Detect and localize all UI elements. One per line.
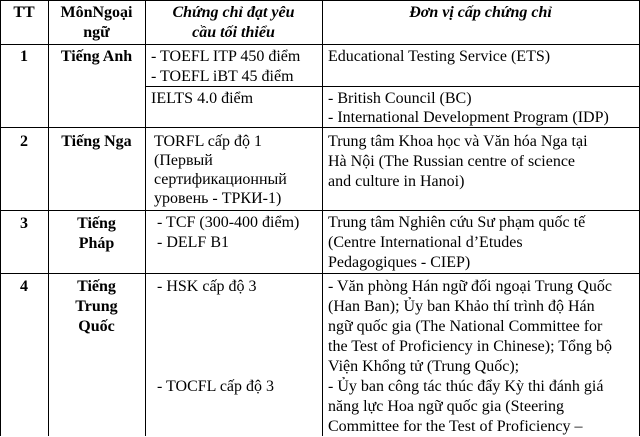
issuer-line: Committee for the Test of Proficiency – xyxy=(328,418,583,435)
cert-line: - TCF (300-400 điểm) xyxy=(157,214,300,231)
cert-line: - TOCFL cấp độ 3 xyxy=(157,378,275,395)
row-subject-line-2: Pháp xyxy=(78,235,115,252)
cert-line: TORFL cấp độ 1 xyxy=(154,133,262,150)
grid-line xyxy=(0,0,640,1)
row-number: 1 xyxy=(20,48,28,65)
cert-line: (Первый xyxy=(154,152,213,169)
issuer-line: Trung tâm Khoa học và Văn hóa Nga tại xyxy=(328,133,588,150)
cert-line: - HSK cấp độ 3 xyxy=(157,278,257,295)
issuer-line: - Ủy ban công tác thúc đẩy Kỳ thi đánh giá xyxy=(328,378,604,395)
cert-line: - TOEFL ITP 450 điểm xyxy=(151,48,301,65)
issuer-line: - British Council (BC) xyxy=(328,90,472,107)
cert-line: IELTS 4.0 điểm xyxy=(151,90,254,107)
issuer-line: Trung tâm Nghiên cứu Sư phạm quốc tế xyxy=(328,214,586,231)
grid-line xyxy=(145,0,146,436)
grid-line xyxy=(0,210,640,211)
header-certificate-line-2: cầu tối thiểu xyxy=(192,24,275,41)
header-subject-line-1: MônNgoại xyxy=(60,4,133,21)
issuer-line: ngữ quốc gia (The National Committee for xyxy=(328,318,603,335)
row-subject-line-2: Trung xyxy=(75,298,118,315)
row-number: 3 xyxy=(20,215,28,232)
cert-line: уровень - ТРКИ-1) xyxy=(154,190,282,207)
issuer-line: Hà Nội (The Russian centre of science xyxy=(328,153,576,170)
issuer-line: (Han Ban); Ủy ban Khảo thí trình độ Hán xyxy=(328,298,595,315)
issuer-line: the Test of Proficiency in Chinese); Tổng bộ xyxy=(328,338,613,355)
issuer-line: - Văn phòng Hán ngữ đối ngoại Trung Quốc xyxy=(328,278,612,295)
row-subject-line-1: Tiếng xyxy=(77,215,116,232)
issuer-line: - International Development Program (IDP) xyxy=(328,109,609,126)
grid-line xyxy=(322,0,323,436)
cert-line: - DELF B1 xyxy=(157,234,229,251)
grid-line xyxy=(0,273,640,274)
issuer-line: Pedagogiques - CIEP) xyxy=(328,254,471,271)
row-number: 4 xyxy=(20,278,28,295)
row-number: 2 xyxy=(20,133,28,150)
issuer-line: Viện Khổng tử (Trung Quốc); xyxy=(328,358,520,375)
header-tt: TT xyxy=(13,4,35,21)
grid-line xyxy=(0,44,640,45)
row-subject: Tiếng Anh xyxy=(60,48,133,65)
header-certificate-line-1: Chứng chỉ đạt yêu xyxy=(172,4,295,21)
issuer-line: năng lực Hoa ngữ quốc gia (Steering xyxy=(328,398,564,415)
cert-line: - TOEFL iBT 45 điểm xyxy=(151,68,294,85)
issuer-line: Educational Testing Service (ETS) xyxy=(328,48,551,65)
header-issuer: Đơn vị cấp chứng chỉ xyxy=(409,4,552,21)
row-subject: Tiếng Nga xyxy=(61,133,132,150)
issuer-line: and culture in Hanoi) xyxy=(328,173,465,190)
row-subject-line-1: Tiếng xyxy=(77,278,116,295)
row-subject-line-3: Quốc xyxy=(78,318,115,335)
cert-line: сертификационный xyxy=(154,171,287,188)
header-subject-line-2: ngữ xyxy=(83,24,110,41)
issuer-line: (Centre International d’Etudes xyxy=(328,234,523,251)
